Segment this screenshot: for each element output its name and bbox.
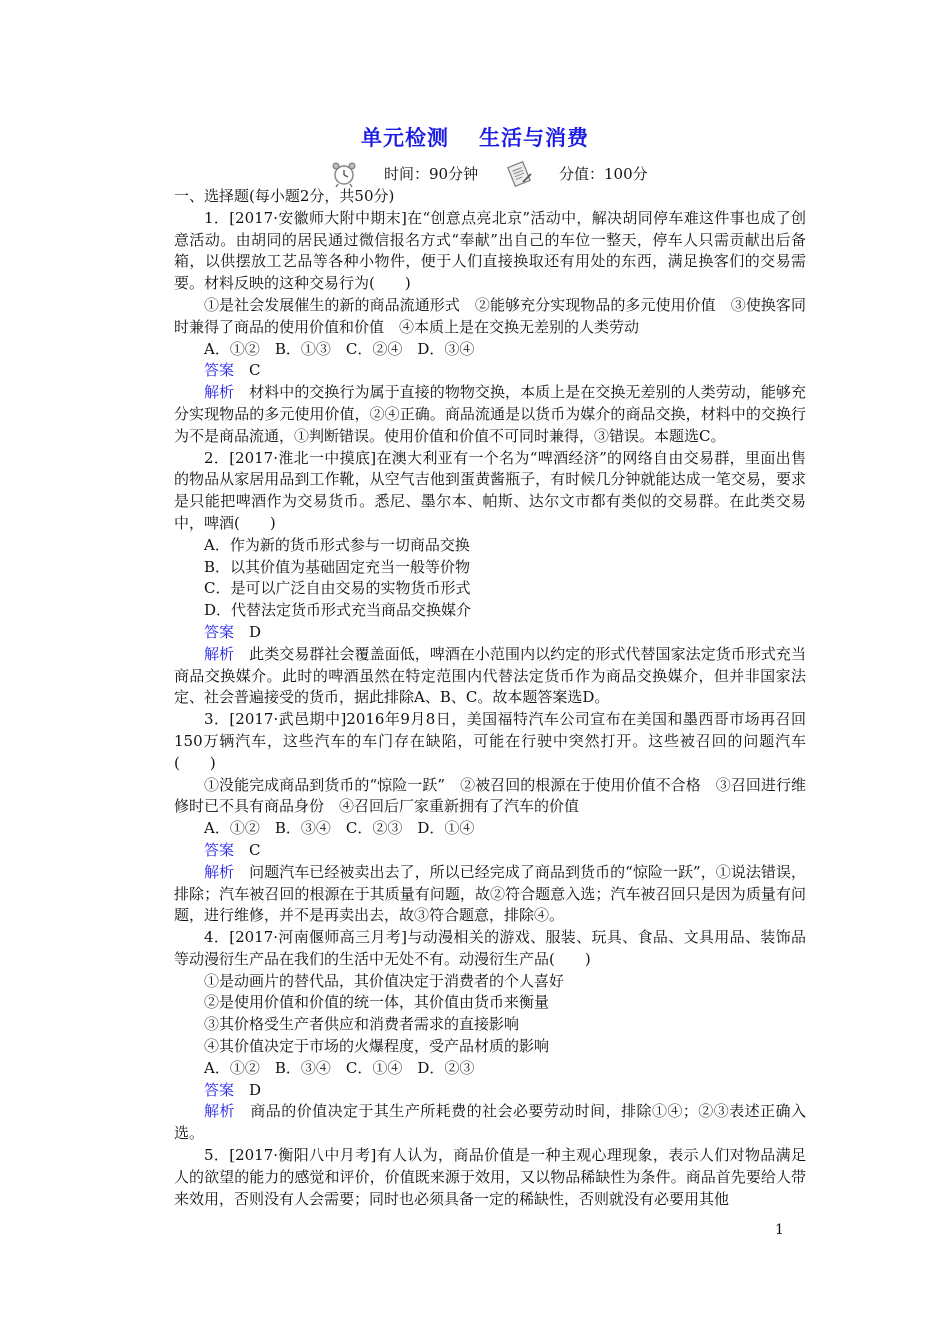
analysis-label: 解析 (204, 383, 235, 402)
exam-meta (330, 160, 670, 188)
q2-option-a: A．作为新的货币形式参与一切商品交换 (204, 535, 470, 554)
q1-options: A．①② B．①③ C．②④ D．③④ (204, 339, 475, 358)
title-left: 单元检测 (361, 126, 449, 150)
q1-analysis-text: 材料中的交换行为属于直接的物物交换，本质上是在交换无差别的人类劳动，能够充分实现物品的多元使用价值，②④正确。商品流通是以货币为媒介的商品交换，材料中的交换行为不是商品流通，①判断错误。使用价值和价值不可同时兼得，③错误。本题选C。 (174, 383, 806, 445)
q2-answer-value: D (249, 622, 262, 641)
q4-stem: 4．[2017·河南偃师高三月考]与动漫相关的游戏、服装、玩具、食品、文具用品、装饰品等动漫衍生产品在我们的生活中无处不有。动漫衍生产品( ) (174, 928, 806, 968)
q3-stem: 3．[2017·武邑期中]2016年9月8日，美国福特汽车公司宣布在美国和墨西哥市场再召回150万辆汽车，这些汽车的车门存在缺陷，可能在行驶中突然打开。这些被召回的问题汽车( ) (174, 710, 806, 772)
exam-score: 分值：100分 (559, 165, 648, 183)
q5-stem: 5．[2017·衡阳八中月考]有人认为，商品价值是一种主观心理现象，表示人们对物品满足人的欲望的能力的感觉和评价，价值既来源于效用，又以物品稀缺性为条件。商品首先要给人带来效用，否则没有人会需要；同时也必须具备一定的稀缺性，否则就没有必要用其他 (174, 1146, 806, 1208)
analysis-label: 解析 (204, 862, 235, 881)
q4-options: A．①② B．③④ C．①④ D．②③ (204, 1058, 475, 1077)
q3-options: A．①② B．③④ C．②③ D．①④ (204, 819, 475, 838)
q3-analysis (174, 862, 806, 927)
q3-items: ①没能完成商品到货币的“惊险一跃” ②被召回的根源在于使用价值不合格 ③召回进行维修时已不具有商品身份 ④召回后厂家重新拥有了汽车的价值 (174, 775, 806, 816)
q1-stem: 1．[2017·安徽师大附中期末]在“创意点亮北京”活动中，解决胡同停车难这件事也成了创意活动。由胡同的居民通过微信报名方式“奉献”出自己的车位一整天，停车人只需贡献出后备箱，以供摆放工艺品等各种小物件，便于人们直接换取还有用处的东西，满足换客们的交易需要。材料反映的这种交易行为( ) (174, 208, 806, 293)
q3-analysis-text: 问题汽车已经被卖出去了，所以已经完成了商品到货币的“惊险一跃”，①说法错误，排除；汽车被召回的根源在于其质量有问题，故②符合题意入选；汽车被召回只是因为质量有问题，进行维修，并不是再卖出去，故③符合题意，排除④。 (174, 862, 806, 925)
page-title (0, 122, 950, 152)
q4-answer-value: D (249, 1080, 262, 1099)
analysis-label: 解析 (204, 1102, 235, 1121)
q1-answer-value: C (249, 361, 261, 380)
q3-answer (174, 840, 806, 862)
q2-analysis (174, 644, 806, 709)
q4-answer (174, 1080, 806, 1102)
q2-option-d: D．代替法定货币形式充当商品交换媒介 (204, 601, 472, 620)
alarm-clock-icon (330, 160, 358, 188)
page-number: 1 (775, 1222, 784, 1238)
question-body (174, 186, 806, 1210)
answer-label: 答案 (204, 622, 235, 641)
answer-label: 答案 (204, 361, 235, 380)
answer-label: 答案 (204, 840, 235, 859)
q2-option-b: B．以其价值为基础固定充当一般等价物 (204, 557, 471, 576)
q4-analysis (174, 1101, 806, 1145)
answer-label: 答案 (204, 1080, 235, 1099)
q4-analysis-text: 商品的价值决定于其生产所耗费的社会必要劳动时间，排除①④；②③表述正确入选。 (174, 1102, 806, 1143)
q4-item-2: ②是使用价值和价值的统一体，其价值由货币来衡量 (204, 993, 550, 1012)
exam-time: 时间：90分钟 (384, 165, 479, 183)
q2-analysis-text: 此类交易群社会覆盖面低，啤酒在小范围内以约定的形式代替国家法定货币形式充当商品交换媒介。此时的啤酒虽然在特定范围内代替法定货币作为商品交换媒介，但并非国家法定、社会普遍接受的货币，据此排除A、B、C。故本题答案选D。 (174, 644, 806, 707)
q2-answer (174, 622, 806, 644)
q4-item-1: ①是动画片的替代品，其价值决定于消费者的个人喜好 (204, 971, 565, 990)
title-right: 生活与消费 (479, 126, 589, 150)
q2-stem: 2．[2017·淮北一中摸底]在澳大利亚有一个名为“啤酒经济”的网络自由交易群，里面出售的物品从家居用品到工作靴，从空气吉他到蛋黄酱瓶子，有时候几分钟就能达成一笔交易，要求是只能把啤酒作为交易货币。悉尼、墨尔本、帕斯、达尔文市都有类似的交易群。在此类交易中，啤酒( ) (174, 448, 806, 532)
q1-items: ①是社会发展催生的新的商品流通形式 ②能够充分实现物品的多元使用价值 ③使换客同时兼得了商品的使用价值和价值 ④本质上是在交换无差别的人类劳动 (174, 295, 806, 336)
q1-answer (174, 360, 806, 382)
exam-paper-icon (505, 160, 533, 188)
q4-item-4: ④其价值决定于市场的火爆程度，受产品材质的影响 (204, 1037, 550, 1056)
q2-option-c: C．是可以广泛自由交易的实物货币形式 (204, 579, 471, 598)
analysis-label: 解析 (204, 644, 235, 663)
q1-analysis (174, 382, 806, 447)
q4-item-3: ③其价格受生产者供应和消费者需求的直接影响 (204, 1015, 520, 1034)
q3-answer-value: C (249, 840, 261, 859)
section-heading: 一、选择题(每小题2分，共50分) (174, 187, 395, 205)
